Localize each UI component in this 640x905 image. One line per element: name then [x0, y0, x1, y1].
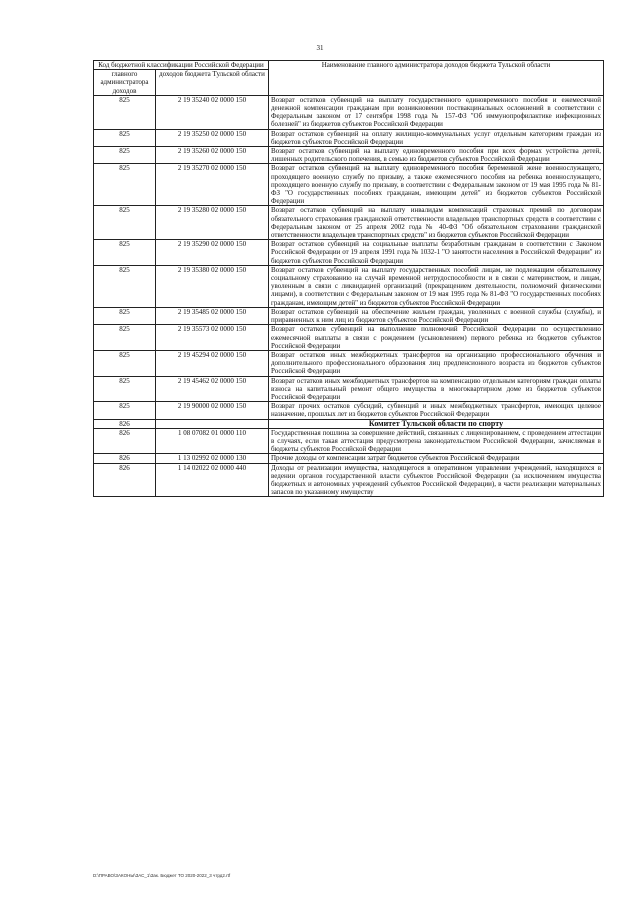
admin-code-cell: 825 — [94, 95, 156, 129]
income-name-cell: Возврат прочих остатков субсидий, субвенций и иных межбюджетных трансфертов, имеющих целевое назначение, прошлых лет из бюджетов субъектов Российской Федерации — [269, 402, 604, 419]
income-code-cell: 2 19 35280 02 0000 150 — [156, 206, 269, 240]
income-code-cell: 2 19 35270 02 0000 150 — [156, 164, 269, 206]
table-row — [94, 95, 604, 129]
page-number: 31 — [316, 44, 324, 52]
table-body — [94, 95, 604, 497]
admin-code-cell: 826 — [94, 428, 156, 454]
table-row — [94, 402, 604, 419]
admin-code-cell: 825 — [94, 350, 156, 376]
income-code-cell: 2 19 35260 02 0000 150 — [156, 147, 269, 164]
income-code-cell: 2 19 45294 02 0000 150 — [156, 350, 269, 376]
admin-code-cell: 825 — [94, 325, 156, 351]
table-row — [94, 376, 604, 402]
admin-code-cell: 825 — [94, 164, 156, 206]
income-code-cell: 2 19 35573 02 0000 150 — [156, 325, 269, 351]
income-code-cell: 2 19 35485 02 0000 150 — [156, 307, 269, 324]
header-income-column: доходов бюджета Тульской области — [156, 70, 269, 96]
table-row — [94, 428, 604, 454]
admin-code-cell: 825 — [94, 147, 156, 164]
income-code-cell: 2 19 90000 02 0000 150 — [156, 402, 269, 419]
table-row — [94, 164, 604, 206]
income-name-cell: Возврат остатков субвенций на обеспечение жильем граждан, уволенных с военной службы (службы), и приравненных к ним лиц из бюджетов субъектов Российской Федерации — [269, 307, 604, 324]
income-name-cell: Возврат остатков субвенций на выполнение полномочий Российской Федерации по осуществлению ежемесячной выплаты в связи с рождением (усыновлением) первого ребенка из бюджетов субъектов Российской Федерации — [269, 325, 604, 351]
file-path-footer: D:\ПРАВО\ЗАКОНЫ\ЗАС_1\Зак. Бюджет ТО 2020-2022_3 чтрд2.rtf — [93, 873, 231, 878]
admin-code-cell: 826 — [94, 463, 156, 497]
admin-code-cell: 825 — [94, 402, 156, 419]
admin-code-cell: 826 — [94, 454, 156, 463]
department-name: Комитет Тульской области по спорту — [269, 419, 604, 428]
admin-code-cell: 825 — [94, 265, 156, 307]
admin-code-cell: 825 — [94, 376, 156, 402]
table-row — [94, 129, 604, 146]
admin-code-cell: 825 — [94, 307, 156, 324]
income-name-cell: Возврат остатков субвенций на выплату единовременного пособия при всех формах устройства детей, лишенных родительского попечения, в семью из бюджетов субъектов Российской Федерации — [269, 147, 604, 164]
income-name-cell: Возврат остатков субвенций на выплату единовременного пособия беременной жене военнослужащего, проходящего военную службу по призыву, а также ежемесячного пособия на ребенка военнослужащего, проходящего военную службу по призыву, в соответствии с Федеральным законом от 19 мая 1995 года № 81-ФЗ "О государственных пособиях гражданам, имеющим детей" из бюджетов субъектов Российской Федерации — [269, 164, 604, 206]
table-row — [94, 463, 604, 497]
income-name-cell: Возврат остатков иных межбюджетных трансфертов на компенсацию отдельным категориям граждан оплаты взноса на капитальный ремонт общего имущества в многоквартирном доме из бюджетов субъектов Российской Федерации — [269, 376, 604, 402]
table-row — [94, 265, 604, 307]
header-admin-column: главного администратора доходов — [94, 70, 156, 96]
income-name-cell: Возврат остатков иных межбюджетных трансфертов на организацию профессионального обучения и дополнительного профессионального образования лиц предпенсионного возраста из бюджетов субъектов Российской Федерации — [269, 350, 604, 376]
income-name-cell: Возврат остатков субвенций на выплату государственных пособий лицам, не подлежащим обязательному социальному страхованию на случай временной нетрудоспособности и в связи с материнством, и лицам, уволенным в связи с ликвидацией организаций (прекращением деятельности, полномочий физическими лицами), в соответствии с Федеральным законом от 19 мая 1995 года № 81-ФЗ "О государственных пособиях гражданам, имеющим детей" из бюджетов субъектов Российской Федерации — [269, 265, 604, 307]
income-code-cell: 1 08 07082 01 0000 110 — [156, 428, 269, 454]
income-name-cell: Возврат остатков субвенций на выплату инвалидам компенсаций страховых премий по договорам обязательного страхования гражданской ответственности владельцев транспортных средств в соответствии с Федеральным законом от 25 апреля 2002 года № 40-ФЗ "Об обязательном страховании гражданской ответственности владельцев транспортных средств" из бюджетов субъектов Российской Федерации — [269, 206, 604, 240]
header-code-group: Код бюджетной классификации Российской Федерации — [94, 61, 269, 70]
table-row — [94, 454, 604, 463]
income-code-cell: 2 19 35290 02 0000 150 — [156, 240, 269, 266]
income-name-cell: Возврат остатков субвенций на оплату жилищно-коммунальных услуг отдельным категориям граждан из бюджетов субъектов Российской Федерации — [269, 129, 604, 146]
income-name-cell: Государственная пошлина за совершение действий, связанных с лицензированием, с проведением аттестации в случаях, если такая аттестация предусмотрена законодательством Российской Федерации, зачисляемая в бюджеты субъектов Российской Федерации — [269, 428, 604, 454]
income-name-cell: Возврат остатков субвенций на социальные выплаты безработным гражданам в соответствии с Законом Российской Федерации от 19 апреля 1991 года № 1032-1 "О занятости населения в Российской Федерации" из бюджетов субъектов Российской Федерации — [269, 240, 604, 266]
income-name-cell: Доходы от реализации имущества, находящегося в оперативном управлении учреждений, находящихся в ведении органов государственной власти субъектов Российской Федерации (за исключением имущества бюджетных и автономных учреждений субъектов Российской Федерации), в части реализации материальных запасов по указанному имуществу — [269, 463, 604, 497]
income-code-cell: 2 19 45462 02 0000 150 — [156, 376, 269, 402]
income-name-cell: Возврат остатков субвенций на выплату государственного единовременного пособия и ежемесячной денежной компенсации гражданам при возникновении поствакцинальных осложнений в соответствии с Федеральным законом от 17 сентября 1998 года № 157-ФЗ "Об иммунопрофилактике инфекционных болезней" из бюджетов субъектов Российской Федерации — [269, 95, 604, 129]
budget-classification-table — [93, 60, 604, 497]
income-code-cell: 1 13 02992 02 0000 130 — [156, 454, 269, 463]
department-admin-code: 826 — [94, 419, 156, 428]
income-name-cell: Прочие доходы от компенсации затрат бюджетов субъектов Российской Федерации — [269, 454, 604, 463]
income-code-cell: 1 14 02022 02 0000 440 — [156, 463, 269, 497]
header-row — [94, 61, 604, 70]
income-code-cell: 2 19 35380 02 0000 150 — [156, 265, 269, 307]
admin-code-cell: 825 — [94, 129, 156, 146]
table-row — [94, 240, 604, 266]
table-row — [94, 350, 604, 376]
income-code-cell: 2 19 35240 02 0000 150 — [156, 95, 269, 129]
table-row — [94, 147, 604, 164]
table-row — [94, 325, 604, 351]
income-code-cell: 2 19 35250 02 0000 150 — [156, 129, 269, 146]
admin-code-cell: 825 — [94, 206, 156, 240]
department-code-empty — [156, 419, 269, 428]
admin-code-cell: 825 — [94, 240, 156, 266]
header-name-column: Наименование главного администратора доходов бюджета Тульской области — [269, 61, 604, 96]
department-row — [94, 419, 604, 428]
table-row — [94, 307, 604, 324]
table-row — [94, 206, 604, 240]
